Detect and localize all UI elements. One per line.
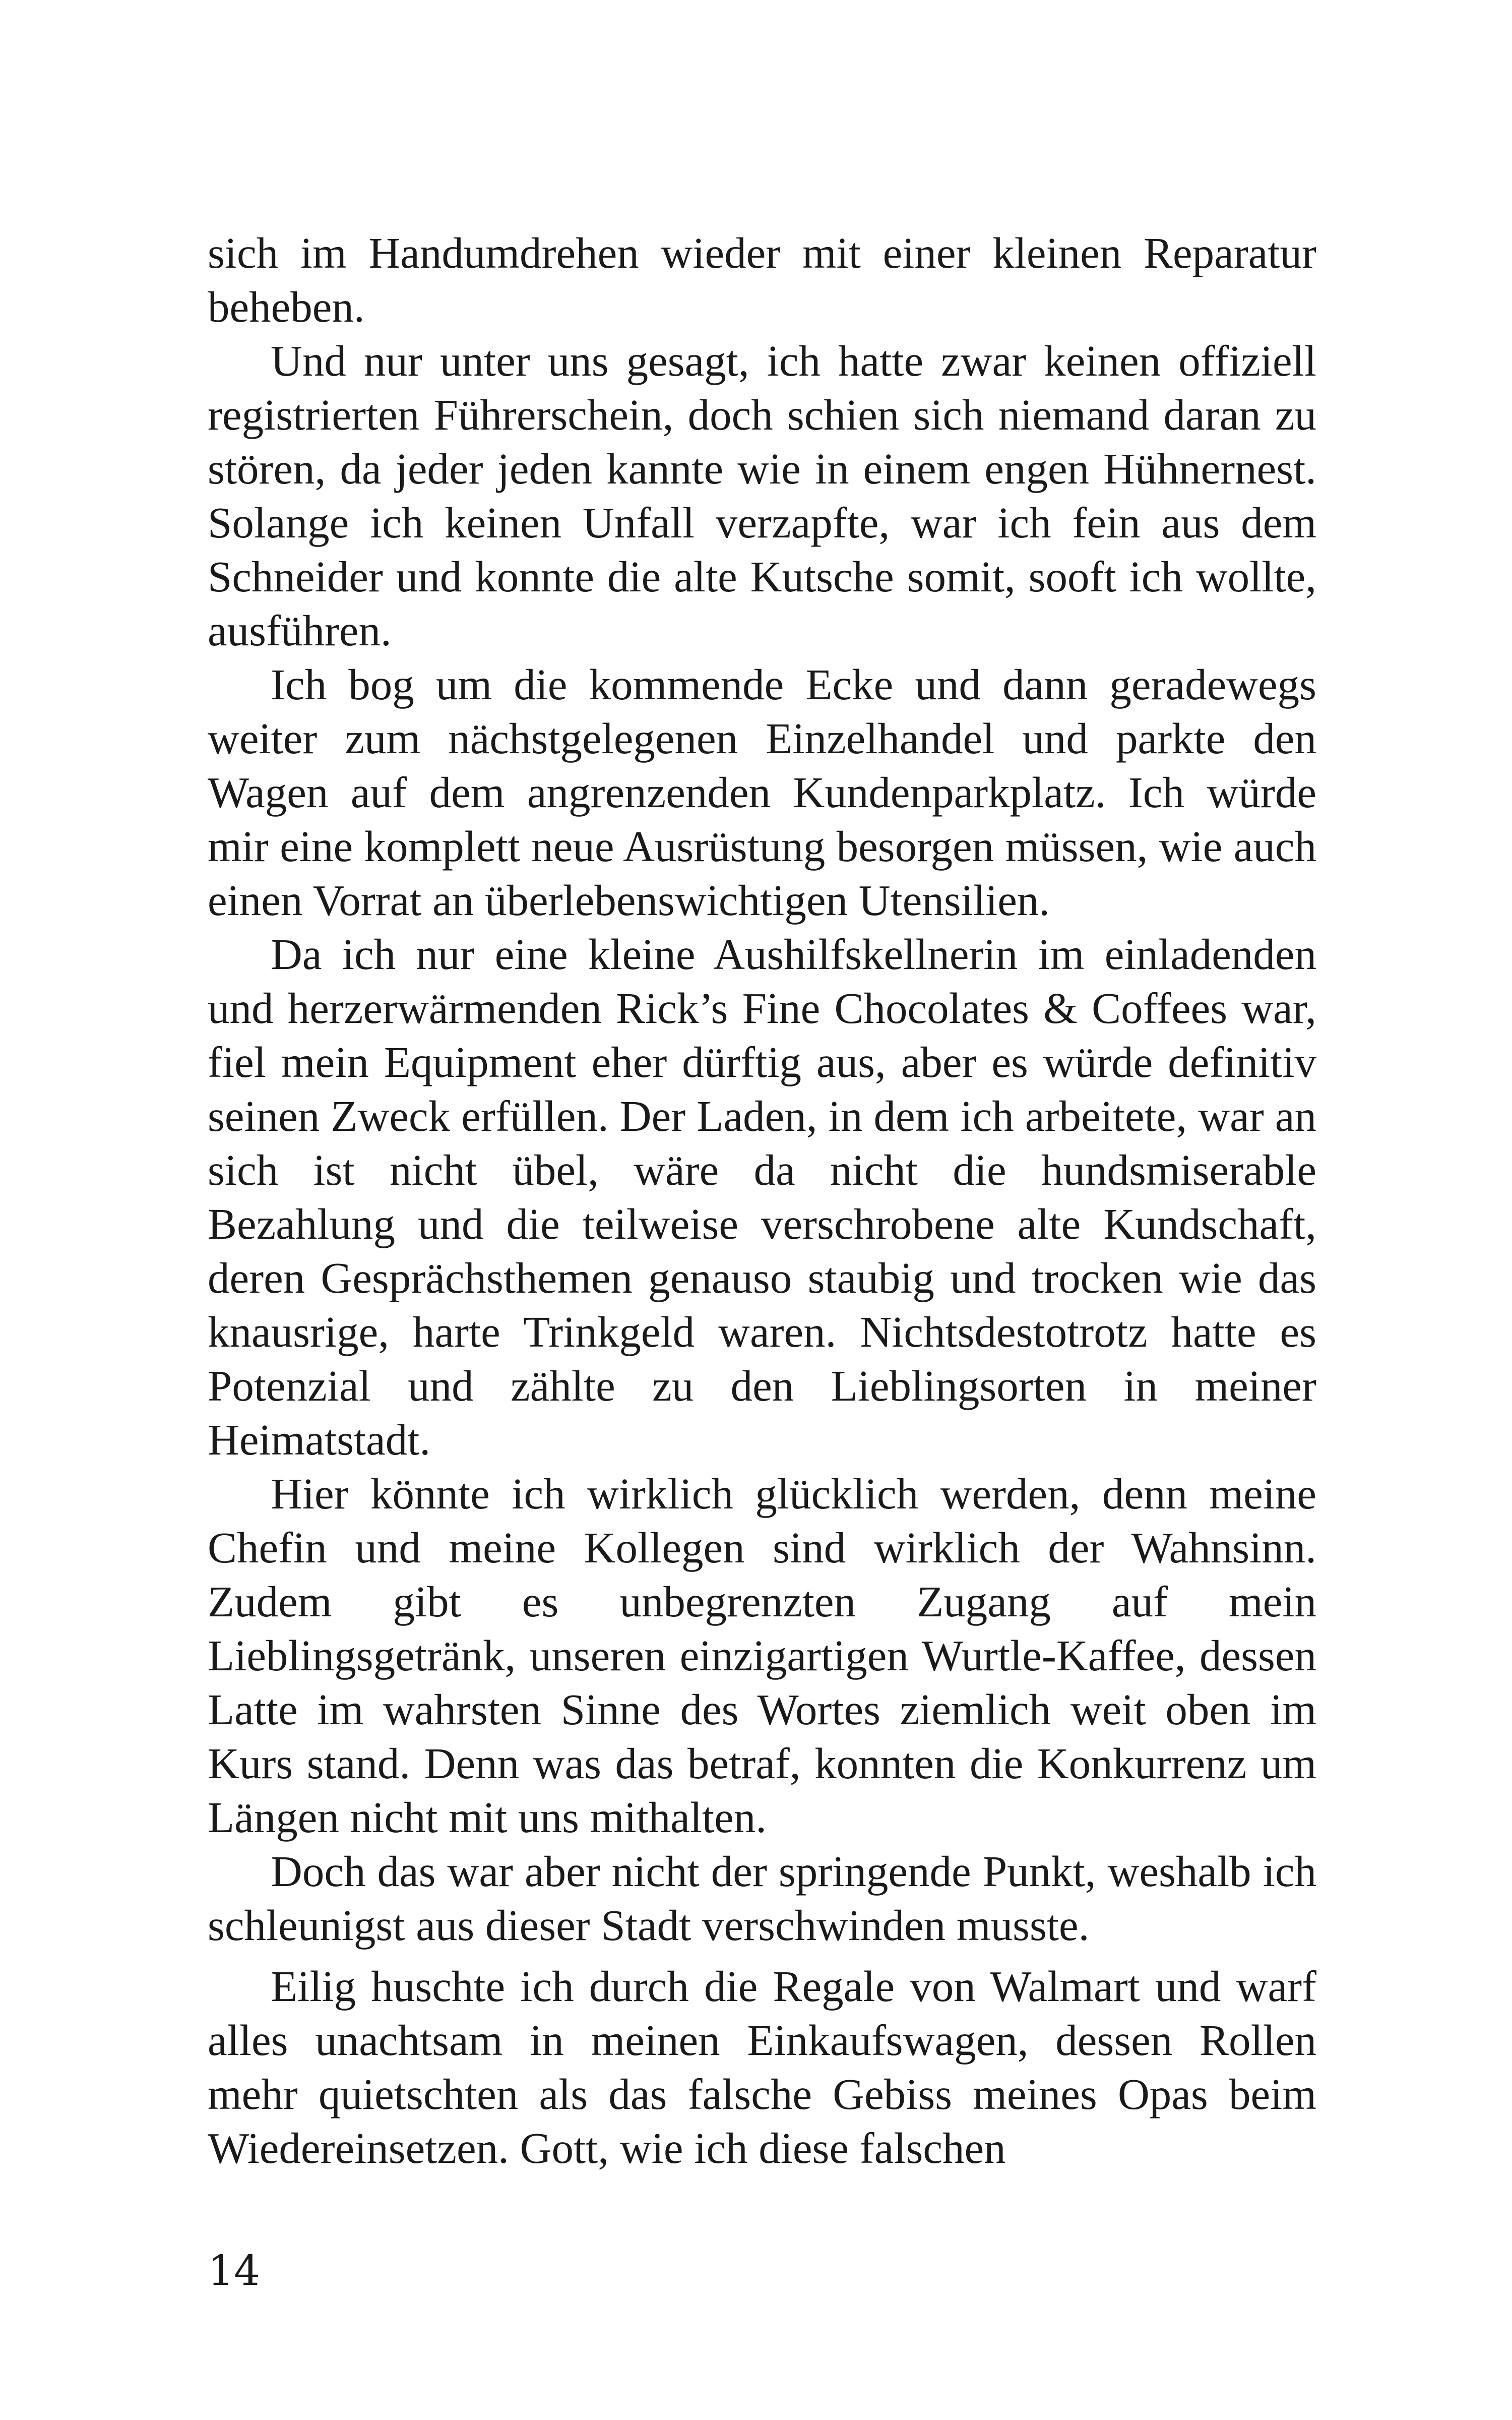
paragraph: Hier könnte ich wirklich glücklich werden, denn meine Chefin und meine Kollegen sind wirklich der Wahnsinn. Zudem gibt es unbegrenzten Zugang auf mein Lieblingsgetränk, unseren einzigartigen Wurtle-Kaffee, dessen Latte im wahrsten Sinne des Wortes ziemlich weit oben im Kurs stand. Denn was das betraf, konnten die Konkurrenz um Längen nicht mit uns mithalten. xyxy=(208,1469,1316,1842)
page-number: 14 xyxy=(208,2247,261,2295)
paragraph-continuation: sich im Handumdrehen wieder mit einer kleinen Reparatur beheben. xyxy=(208,228,1316,331)
paragraph: Doch das war aber nicht der springende Punkt, weshalb ich schleunigst aus dieser Stadt verschwinden musste. xyxy=(208,1847,1316,1950)
body-text xyxy=(208,226,1316,2175)
paragraph: Und nur unter uns gesagt, ich hatte zwar keinen offiziell registrierten Führerschein, doch schien sich niemand daran zu stören, da jeder jeden kannte wie in einem engen Hühnernest. Solange ich keinen Unfall verzapfte, war ich fein aus dem Schneider und konnte die alte Kutsche somit, sooft ich wollte, ausführen. xyxy=(208,336,1316,655)
paragraph: Eilig huschte ich durch die Regale von Walmart und warf alles unachtsam in meinen Einkaufswagen, dessen Rollen mehr quietschten als das falsche Gebiss meines Opas beim Wiedereinsetzen. Gott, wie ich diese falschen xyxy=(208,1962,1316,2172)
paragraph: Ich bog um die kommende Ecke und dann geradewegs weiter zum nächstgelegenen Einzelhandel und parkte den Wagen auf dem angrenzenden Kundenparkplatz. Ich würde mir eine komplett neue Ausrüstung besorgen müssen, wie auch einen Vorrat an überlebenswichtigen Utensilien. xyxy=(208,660,1316,925)
paragraph: Da ich nur eine kleine Aushilfskellnerin im einladenden und herzerwärmenden Rick’s Fine Chocolates & Coffees war, fiel mein Equipment eher dürftig aus, aber es würde definitiv seinen Zweck erfüllen. Der Laden, in dem ich arbeitete, war an sich ist nicht übel, wäre da nicht die hundsmiserable Bezahlung und die teilweise verschrobene alte Kundschaft, deren Gesprächsthemen genauso staubig und trocken wie das knausrige, harte Trinkgeld waren. Nichtsdestotrotz hatte es Potenzial und zählte zu den Lieblingsorten in meiner Heimatstadt. xyxy=(208,930,1316,1464)
